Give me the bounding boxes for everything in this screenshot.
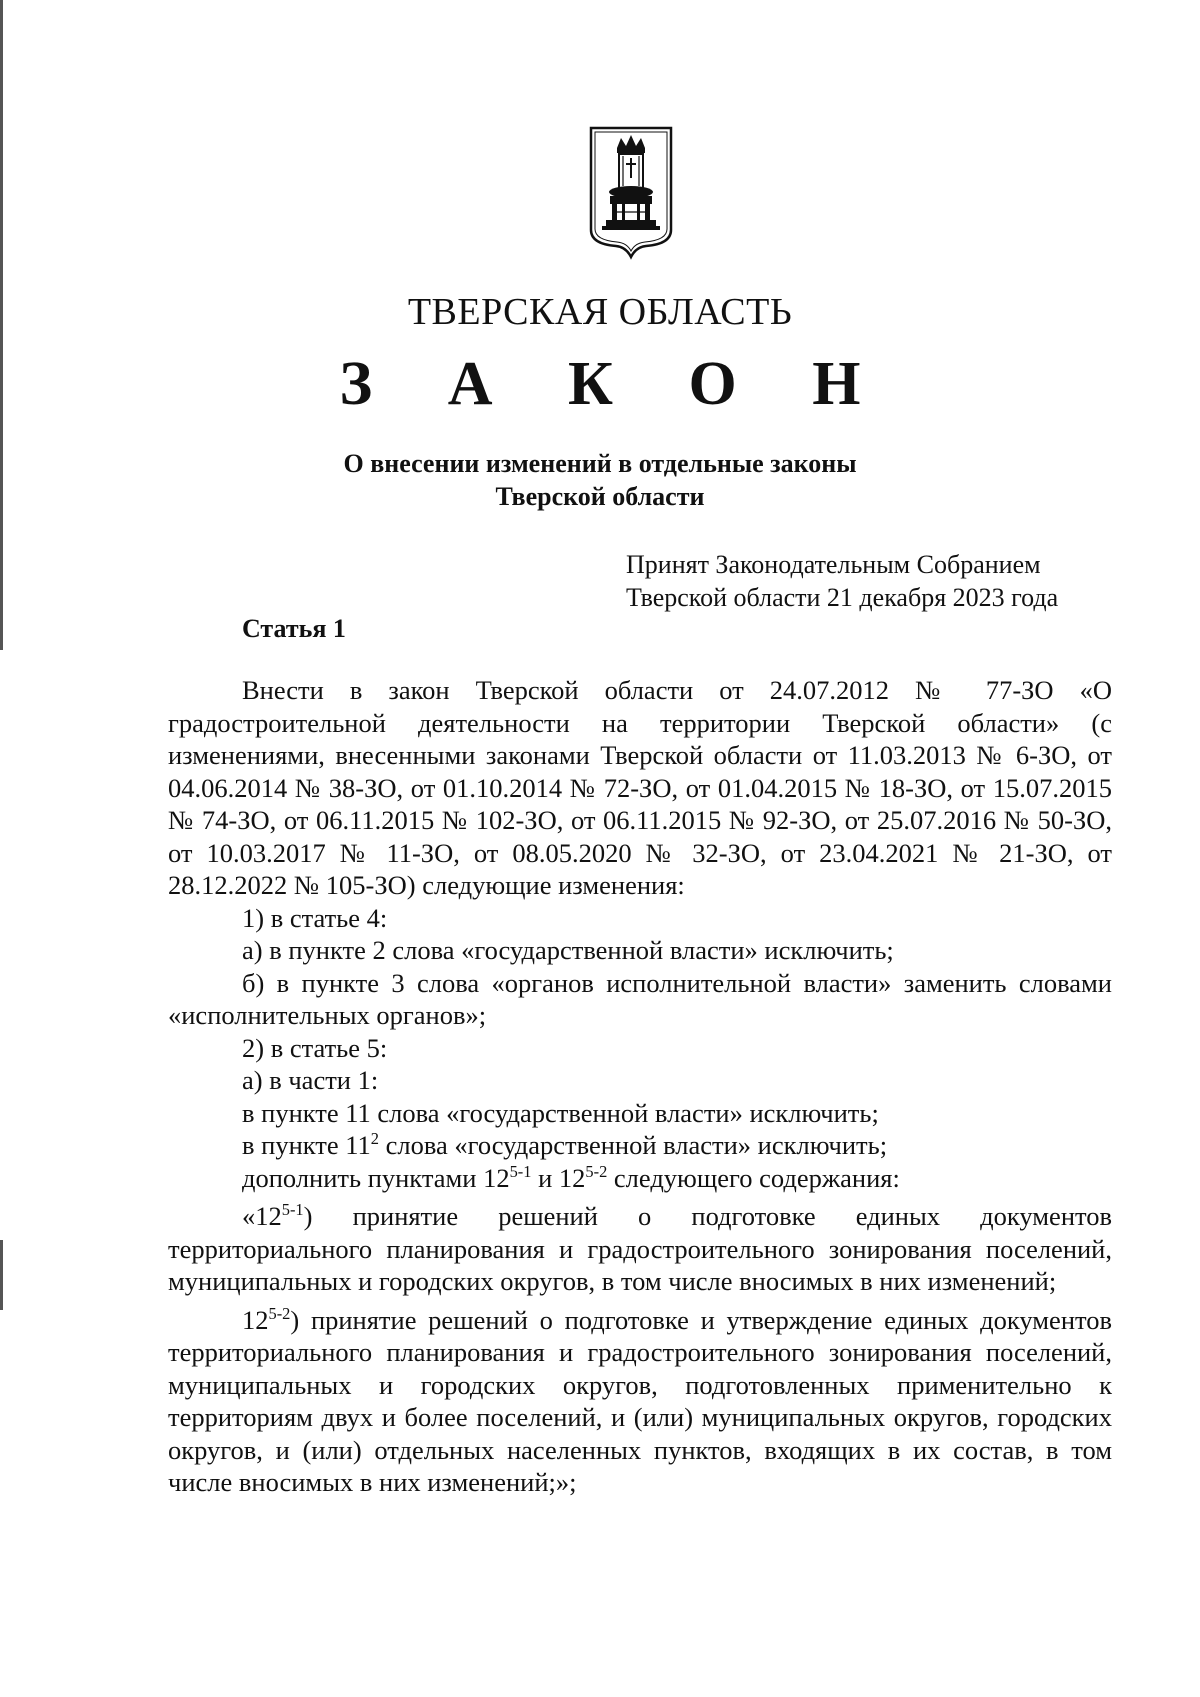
document-type-title: З А К О Н — [339, 350, 891, 418]
amendment-item-1: 1) в статье 4: — [242, 902, 388, 933]
region-name: ТВЕРСКАЯ ОБЛАСТЬ — [407, 291, 793, 333]
superscript: 5-2 — [585, 1161, 608, 1181]
amendment-item-2a-3-mid: и 12 — [531, 1162, 586, 1193]
amendment-item-1b: б) в пункте 3 слова «органов исполнительной власти» заменить словами «исполнительных органов»; — [168, 967, 1112, 1030]
amendment-item-2a: а) в части 1: — [242, 1065, 379, 1095]
scan-edge-bottom — [0, 1240, 3, 1310]
superscript: 5-1 — [509, 1161, 532, 1181]
adoption-note-line-2: Тверской области 21 декабря 2023 года — [626, 583, 1059, 612]
amendment-item-2a-2-text: в пункте 11 — [242, 1130, 371, 1160]
amendment-item-2a-1: в пункте 11 слова «государственной власти» исключить; — [242, 1097, 879, 1128]
new-point-12-5-2-number: 12 — [242, 1304, 269, 1335]
superscript: 2 — [370, 1129, 379, 1149]
amendment-item-2a-2 — [168, 1129, 1112, 1162]
new-point-12-5-1-text: ) принятие решений о подготовке единых документов территориального планирования и градостроительного зонирования поселений, муниципальных и городских округов, в том числе вносимых в них изменений; — [168, 1201, 1112, 1296]
superscript: 5-2 — [268, 1303, 291, 1323]
amendment-item-2a-3 — [168, 1162, 1112, 1195]
amendment-item-2: 2) в статье 5: — [242, 1032, 388, 1063]
coat-of-arms-emblem — [588, 126, 674, 260]
article-paragraph-intro: Внести в закон Тверской области от 24.07.2012 № 77-ЗО «О градостроительной деятельности на территории Тверской области» (с изменениями, внесенными законами Тверской области от 11.03.2013 № 6-ЗО, от 04.06.2014 № 38-ЗО, от 01.10.2014 № 72-ЗО, от 01.04.2015 № 18-ЗО, от 15.07.2015 № 74-ЗО, от 06.11.2015 № 102-ЗО, от 06.11.2015 № 92-ЗО, от 25.07.2016 № 50-ЗО, от 10.03.2017 № 11-ЗО, от 08.05.2020 № 32-ЗО, от 23.04.2021 № 21-ЗО, от 28.12.2022 № 105-ЗО) следующие изменения: — [168, 675, 1112, 900]
adoption-note-line-1: Принят Законодательным Собранием — [626, 550, 1041, 579]
new-point-12-5-2 — [168, 1304, 1112, 1499]
new-point-12-5-1 — [168, 1200, 1112, 1298]
amendment-item-2a-3-tail: следующего содержания: — [607, 1162, 900, 1193]
amendment-item-1a: а) в пункте 2 слова «государственной власти» исключить; — [242, 935, 894, 965]
new-point-12-5-1-number: «12 — [242, 1201, 282, 1231]
law-title — [0, 447, 1200, 513]
article-body — [168, 674, 1112, 1499]
amendment-item-2a-2-tail: слова «государственной власти» исключить; — [378, 1130, 888, 1160]
new-point-12-5-2-text: ) принятие решений о подготовке и утверждение единых документов территориального планирования и градостроительного зонирования поселений, муниципальных и городских округов, подготовленных применительно к территориям двух и более поселений, и (или) муниципальных округов, городских округов, и (или) отдельных населенных пунктов, входящих в их состав, в том числе вносимых в них изменений;»; — [168, 1304, 1112, 1497]
law-title-line-1: О внесении изменений в отдельные законы — [343, 449, 857, 478]
superscript: 5-1 — [281, 1200, 304, 1220]
law-title-line-2: Тверской области — [495, 482, 705, 511]
adoption-note — [626, 548, 1058, 614]
amendment-item-2a-3-text: дополнить пунктами 12 — [242, 1162, 510, 1193]
article-heading: Статья 1 — [242, 614, 346, 643]
